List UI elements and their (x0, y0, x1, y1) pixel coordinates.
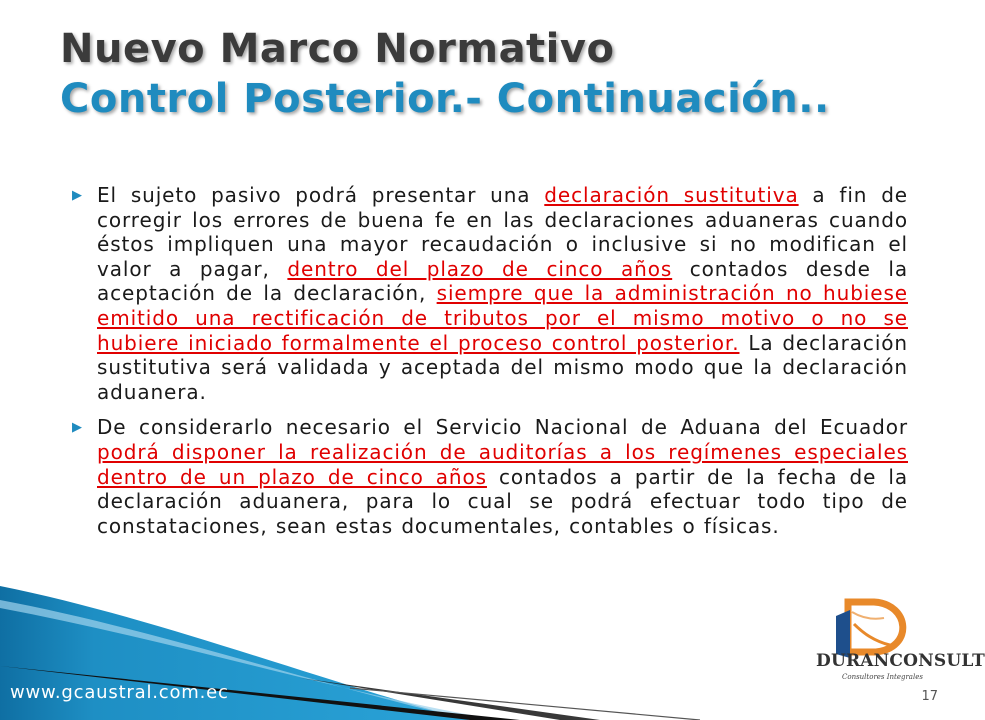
bullet-1-text: contados desde la aceptación de la declaración, (97, 256, 908, 306)
bullet-item-1 (70, 183, 908, 404)
triangle-right-icon: ▶ (72, 420, 83, 436)
bullet-1-highlight-2: dentro del plazo de cinco años (287, 256, 673, 281)
bullet-1-text: La declaración sustitutiva será validada y aceptada del mismo modo que la declaración aduanera. (97, 330, 908, 404)
slide-title-line-1: Nuevo Marco Normativo (60, 26, 615, 72)
page-number: 17 (921, 689, 938, 704)
slide-title-line-2: Control Posterior.- Continuación.. (60, 76, 830, 122)
bullet-1-text: El sujeto pasivo podrá presentar una (97, 183, 545, 207)
bullet-2-text: contados a partir de la fecha de la declaración aduanera, para lo cual se podrá efectuar todo tipo de constataciones, sean estas documentales, contables o físicas. (97, 464, 908, 538)
bullet-1-highlight-3: siempre que la administración no hubiese emitido una rectificación de tributos por el mismo motivo o no se hubiere iniciado formalmente el proceso control posterior. (97, 281, 908, 355)
bullet-item-2 (70, 415, 908, 538)
slide-content (70, 183, 908, 549)
bullet-1-text: a fin de corregir los errores de buena fe en las declaraciones aduaneras cuando éstos impliquen una mayor recaudación o inclusive si no modifican el valor a pagar, (97, 183, 909, 281)
logo-wordmark: DURANCONSULT (816, 651, 985, 671)
footer-url: www.gcaustral.com.ec (10, 682, 229, 703)
bullet-1-highlight-1: declaración sustitutiva (544, 183, 799, 207)
slide-title (60, 24, 940, 124)
triangle-right-icon: ▶ (72, 188, 83, 203)
logo-subtitle: Consultores Integrales (842, 673, 923, 681)
bullet-2-text: De considerarlo necesario el Servicio Nacional de Aduana del Ecuador (97, 415, 908, 440)
bullet-2-highlight-1: podrá disponer la realización de auditorías a los regímenes especiales dentro de un plazo de cinco años (97, 439, 908, 489)
